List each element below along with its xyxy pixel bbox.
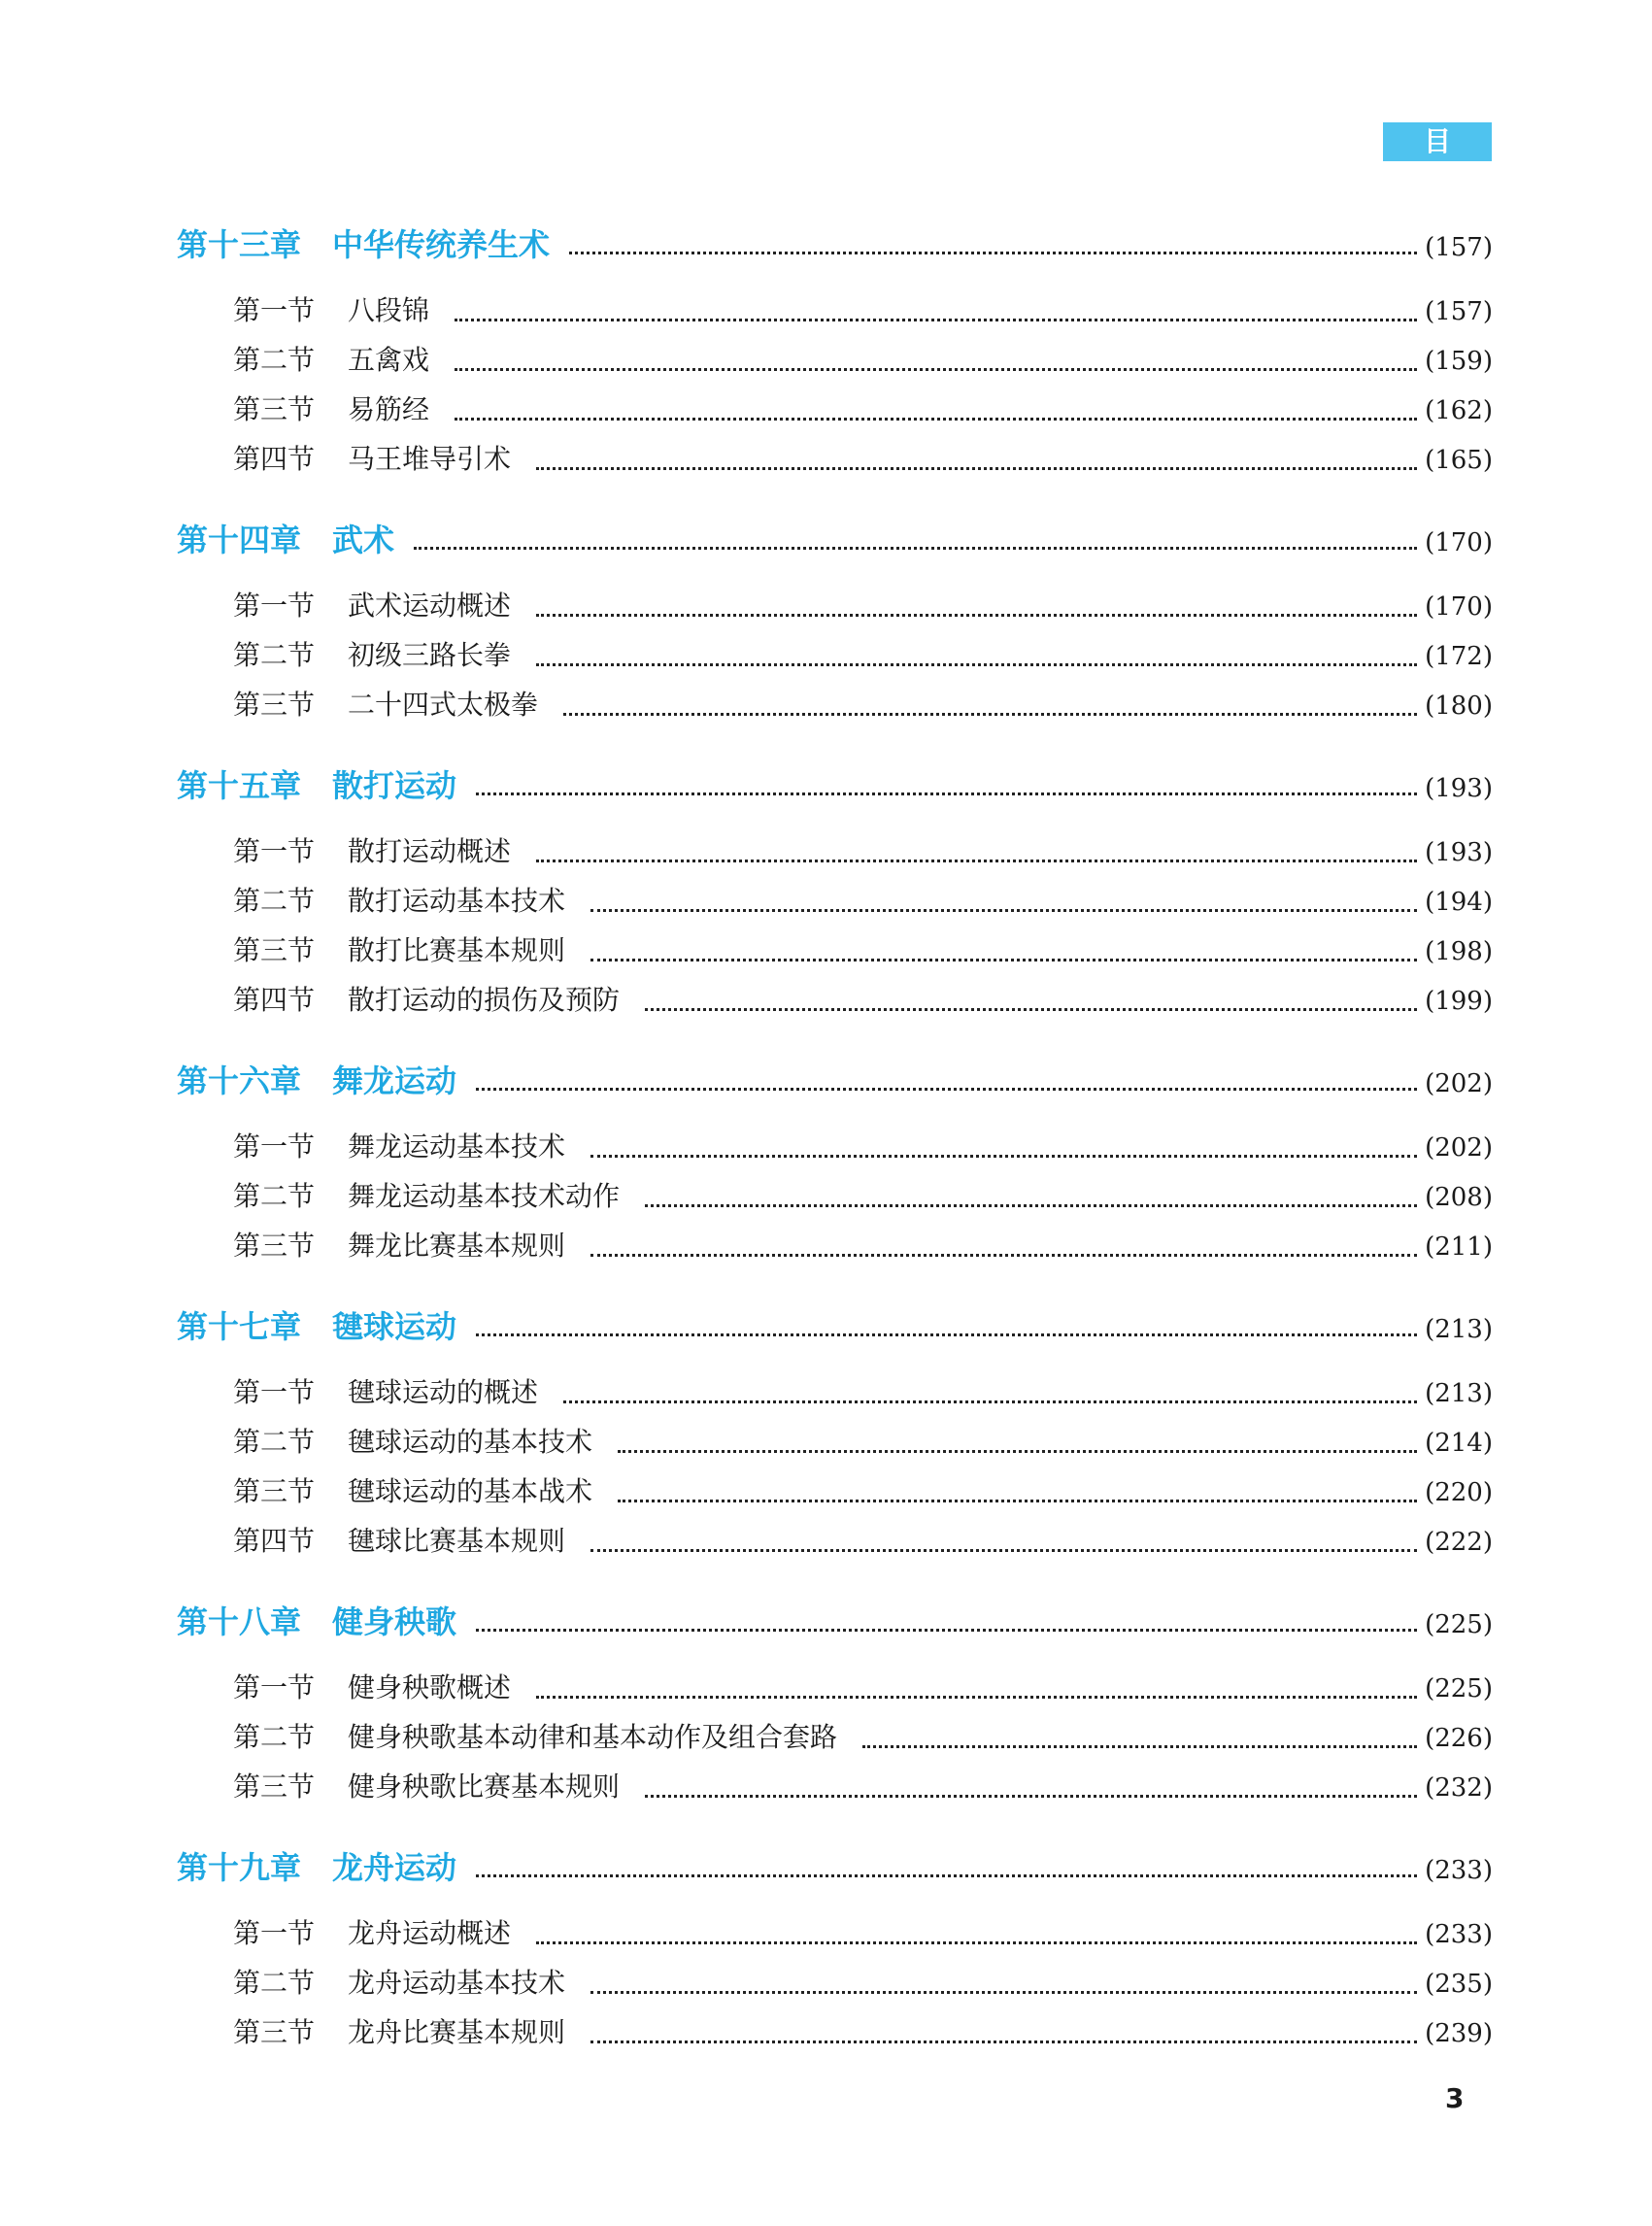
section-page-number: (220) <box>1425 1478 1493 1507</box>
section-page-number: (211) <box>1425 1232 1493 1262</box>
section-number: 第二节 <box>233 639 316 671</box>
dot-leader <box>536 662 1417 666</box>
chapter-entry[interactable] <box>177 1303 1493 1350</box>
dot-leader <box>455 367 1417 371</box>
section-page-number: (165) <box>1425 446 1493 475</box>
section-title: 散打运动概述 <box>348 835 512 867</box>
toc-header-badge: 目 录 <box>1383 122 1492 161</box>
section-number: 第二节 <box>233 1967 316 1999</box>
section-number: 第一节 <box>233 1376 316 1408</box>
section-entry[interactable] <box>177 434 1493 484</box>
section-page-number: (225) <box>1425 1674 1493 1703</box>
section-number: 第二节 <box>233 1426 316 1458</box>
chapter-page-number: (213) <box>1425 1315 1493 1344</box>
section-page-number: (239) <box>1425 2019 1493 2048</box>
section-entry[interactable] <box>177 1417 1493 1467</box>
dot-leader <box>414 546 1417 550</box>
section-title: 五禽戏 <box>348 344 430 376</box>
dot-leader <box>645 1007 1417 1011</box>
section-entry[interactable] <box>177 1958 1493 2007</box>
section-title: 初级三路长拳 <box>348 639 512 671</box>
section-number: 第二节 <box>233 344 316 376</box>
dot-leader <box>590 1990 1417 1994</box>
section-entry[interactable] <box>177 876 1493 926</box>
dot-leader <box>590 908 1417 912</box>
section-page-number: (202) <box>1425 1133 1493 1163</box>
section-number: 第三节 <box>233 393 316 425</box>
section-title: 舞龙比赛基本规则 <box>348 1230 566 1262</box>
section-number: 第三节 <box>233 1475 316 1507</box>
dot-leader <box>645 1794 1417 1798</box>
chapter-title: 毽球运动 <box>332 1308 457 1345</box>
section-entry[interactable] <box>177 286 1493 335</box>
chapter-page-number: (233) <box>1425 1856 1493 1885</box>
section-number: 第三节 <box>233 2016 316 2048</box>
section-page-number: (159) <box>1425 347 1493 376</box>
section-title: 易筋经 <box>348 393 430 425</box>
section-title: 武术运动概述 <box>348 590 512 622</box>
toc-chapter <box>177 1844 1493 2057</box>
section-title: 二十四式太极拳 <box>348 689 539 721</box>
chapter-page-number: (225) <box>1425 1610 1493 1639</box>
toc-chapter <box>177 1599 1493 1811</box>
section-number: 第三节 <box>233 1771 316 1803</box>
table-of-contents <box>177 221 1493 2090</box>
chapter-number: 第十七章 <box>177 1308 302 1345</box>
section-number: 第一节 <box>233 1671 316 1703</box>
chapter-page-number: (170) <box>1425 528 1493 557</box>
dot-leader <box>536 1695 1417 1699</box>
section-title: 散打比赛基本规则 <box>348 934 566 966</box>
chapter-page-number: (202) <box>1425 1069 1493 1098</box>
section-page-number: (226) <box>1425 1724 1493 1753</box>
section-title: 龙舟运动基本技术 <box>348 1967 566 1999</box>
page-number: 3 <box>1445 2082 1465 2114</box>
dot-leader <box>590 1253 1417 1257</box>
dot-leader <box>645 1203 1417 1207</box>
section-entry[interactable] <box>177 1712 1493 1762</box>
section-page-number: (235) <box>1425 1970 1493 1999</box>
chapter-title: 散打运动 <box>332 767 457 804</box>
chapter-entry[interactable] <box>177 221 1493 268</box>
section-title: 健身秧歌基本动律和基本动作及组合套路 <box>348 1721 838 1753</box>
section-title: 舞龙运动基本技术 <box>348 1130 566 1163</box>
section-number: 第一节 <box>233 1917 316 1949</box>
section-entry[interactable] <box>177 630 1493 680</box>
section-entry[interactable] <box>177 1762 1493 1811</box>
chapter-entry[interactable] <box>177 762 1493 809</box>
chapter-number: 第十四章 <box>177 522 302 558</box>
section-title: 健身秧歌概述 <box>348 1671 512 1703</box>
chapter-entry[interactable] <box>177 1844 1493 1891</box>
chapter-entry[interactable] <box>177 1058 1493 1104</box>
section-number: 第二节 <box>233 1721 316 1753</box>
chapter-title: 健身秧歌 <box>332 1603 457 1640</box>
section-number: 第三节 <box>233 689 316 721</box>
dot-leader <box>476 1332 1417 1336</box>
section-page-number: (214) <box>1425 1429 1493 1458</box>
dot-leader <box>618 1449 1417 1453</box>
section-number: 第二节 <box>233 885 316 917</box>
section-page-number: (162) <box>1425 396 1493 425</box>
section-number: 第三节 <box>233 934 316 966</box>
chapter-page-number: (193) <box>1425 774 1493 803</box>
section-title: 马王堆导引术 <box>348 443 512 475</box>
dot-leader <box>476 1628 1417 1632</box>
section-title: 龙舟比赛基本规则 <box>348 2016 566 2048</box>
section-entry[interactable] <box>177 1367 1493 1417</box>
section-page-number: (233) <box>1425 1920 1493 1949</box>
section-entry[interactable] <box>177 1171 1493 1221</box>
dot-leader <box>590 2040 1417 2043</box>
dot-leader <box>618 1499 1417 1502</box>
chapter-title: 舞龙运动 <box>332 1062 457 1099</box>
section-title: 舞龙运动基本技术动作 <box>348 1180 621 1212</box>
section-number: 第一节 <box>233 1130 316 1163</box>
section-entry[interactable] <box>177 826 1493 876</box>
section-entry[interactable] <box>177 1467 1493 1516</box>
chapter-title: 武术 <box>332 522 395 558</box>
section-entry[interactable] <box>177 1663 1493 1712</box>
chapter-title: 中华传统养生术 <box>332 226 551 263</box>
chapter-number: 第十九章 <box>177 1849 302 1886</box>
section-number: 第三节 <box>233 1230 316 1262</box>
section-entry[interactable] <box>177 680 1493 729</box>
dot-leader <box>569 251 1417 254</box>
section-entry[interactable] <box>177 975 1493 1025</box>
toc-chapter <box>177 517 1493 729</box>
chapter-entry[interactable] <box>177 1599 1493 1645</box>
section-page-number: (213) <box>1425 1379 1493 1408</box>
section-page-number: (170) <box>1425 592 1493 622</box>
section-number: 第一节 <box>233 294 316 326</box>
section-entry[interactable] <box>177 335 1493 385</box>
dot-leader <box>590 1548 1417 1552</box>
section-title: 毽球运动的基本战术 <box>348 1475 593 1507</box>
chapter-title: 龙舟运动 <box>332 1849 457 1886</box>
dot-leader <box>563 712 1417 716</box>
section-title: 健身秧歌比赛基本规则 <box>348 1771 621 1803</box>
section-title: 八段锦 <box>348 294 430 326</box>
dot-leader <box>590 958 1417 961</box>
section-number: 第四节 <box>233 443 316 475</box>
dot-leader <box>862 1744 1417 1748</box>
dot-leader <box>455 318 1417 321</box>
section-entry[interactable] <box>177 1122 1493 1171</box>
dot-leader <box>536 613 1417 617</box>
dot-leader <box>476 792 1417 795</box>
toc-chapter <box>177 1303 1493 1566</box>
section-title: 毽球比赛基本规则 <box>348 1525 566 1557</box>
toc-chapter <box>177 762 1493 1025</box>
dot-leader <box>590 1154 1417 1158</box>
section-page-number: (232) <box>1425 1773 1493 1803</box>
chapter-number: 第十六章 <box>177 1062 302 1099</box>
chapter-page-number: (157) <box>1425 233 1493 262</box>
section-page-number: (194) <box>1425 888 1493 917</box>
section-number: 第一节 <box>233 835 316 867</box>
section-number: 第四节 <box>233 1525 316 1557</box>
section-number: 第二节 <box>233 1180 316 1212</box>
chapter-number: 第十三章 <box>177 226 302 263</box>
dot-leader <box>563 1400 1417 1403</box>
section-entry[interactable] <box>177 2007 1493 2057</box>
section-page-number: (172) <box>1425 642 1493 671</box>
dot-leader <box>455 417 1417 421</box>
section-page-number: (222) <box>1425 1528 1493 1557</box>
section-page-number: (199) <box>1425 987 1493 1016</box>
chapter-entry[interactable] <box>177 517 1493 563</box>
dot-leader <box>536 859 1417 862</box>
section-title: 散打运动的损伤及预防 <box>348 984 621 1016</box>
section-entry[interactable] <box>177 385 1493 434</box>
section-title: 毽球运动的基本技术 <box>348 1426 593 1458</box>
chapter-number: 第十八章 <box>177 1603 302 1640</box>
section-page-number: (157) <box>1425 297 1493 326</box>
dot-leader <box>536 466 1417 470</box>
section-number: 第一节 <box>233 590 316 622</box>
section-page-number: (193) <box>1425 838 1493 867</box>
dot-leader <box>476 1873 1417 1877</box>
section-page-number: (180) <box>1425 691 1493 721</box>
section-entry[interactable] <box>177 1221 1493 1270</box>
section-page-number: (198) <box>1425 937 1493 966</box>
toc-chapter <box>177 221 1493 484</box>
section-title: 毽球运动的概述 <box>348 1376 539 1408</box>
section-entry[interactable] <box>177 1516 1493 1566</box>
section-entry[interactable] <box>177 926 1493 975</box>
section-number: 第四节 <box>233 984 316 1016</box>
section-entry[interactable] <box>177 581 1493 630</box>
section-title: 龙舟运动概述 <box>348 1917 512 1949</box>
dot-leader <box>536 1940 1417 1944</box>
dot-leader <box>476 1087 1417 1091</box>
section-title: 散打运动基本技术 <box>348 885 566 917</box>
section-entry[interactable] <box>177 1908 1493 1958</box>
toc-chapter <box>177 1058 1493 1270</box>
chapter-number: 第十五章 <box>177 767 302 804</box>
section-page-number: (208) <box>1425 1183 1493 1212</box>
